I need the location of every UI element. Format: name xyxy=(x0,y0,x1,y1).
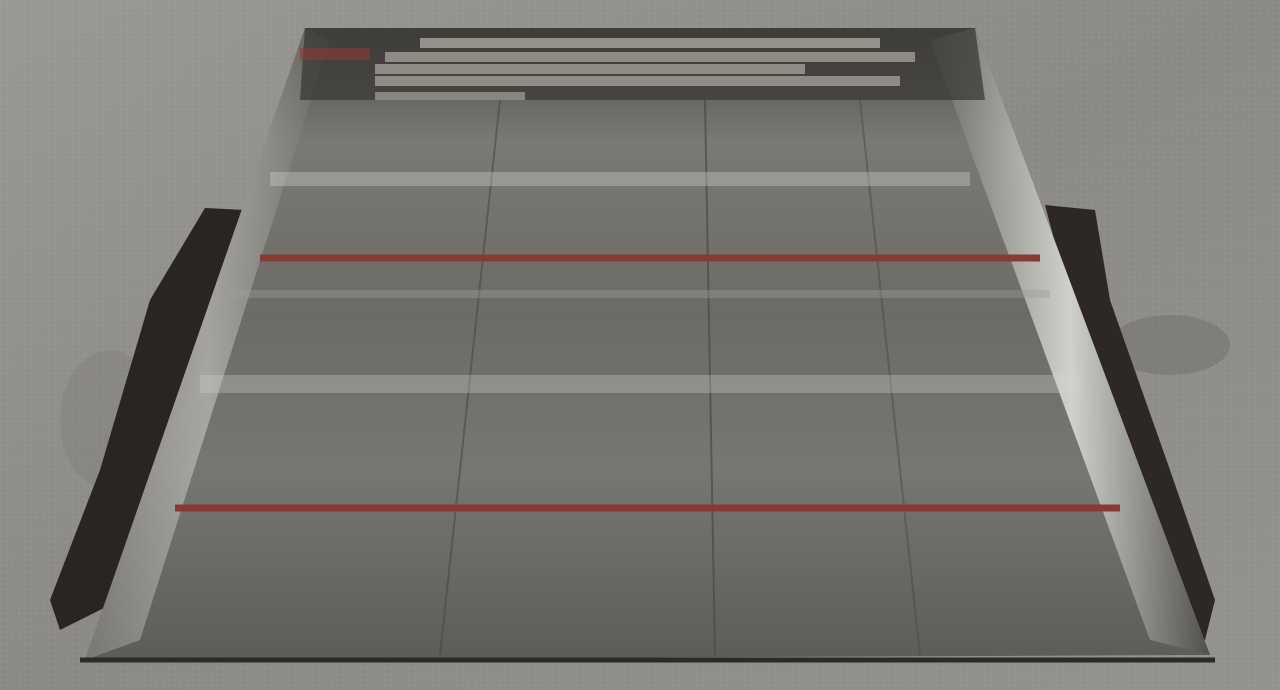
blurred-text-line xyxy=(385,52,915,62)
reflection-band xyxy=(230,290,1050,298)
red-mark xyxy=(300,48,370,60)
reflection-band xyxy=(270,172,970,186)
blurred-text-line xyxy=(375,76,900,86)
blurred-text-line xyxy=(375,92,525,100)
reflection-band xyxy=(200,375,1080,393)
blurred-text-line xyxy=(375,64,805,74)
blurred-text-line xyxy=(420,38,880,48)
